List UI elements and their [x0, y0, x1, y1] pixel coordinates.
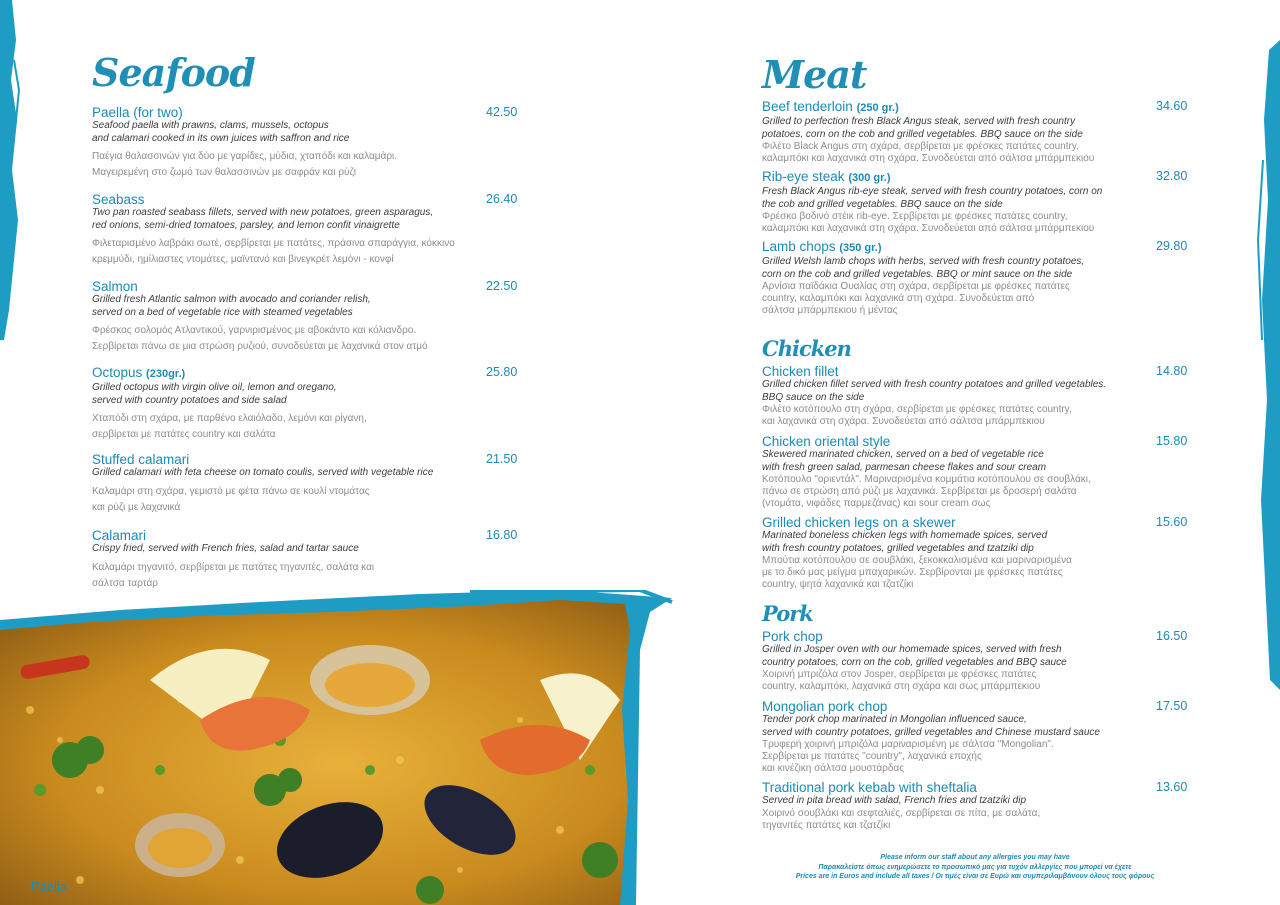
menu-item-name — [762, 99, 1192, 116]
menu-item — [92, 192, 532, 268]
menu-item-title: Octopus — [92, 365, 143, 380]
menu-item-portion-size: (350 gr.) — [839, 242, 882, 254]
menu-item-price: 34.60 — [1156, 99, 1188, 113]
menu-item — [762, 364, 1192, 428]
menu-item-name — [762, 169, 1192, 186]
paella-photo — [0, 590, 680, 905]
menu-item-description-english: Two pan roasted seabass fillets, served with new potatoes, green asparagus, red onions, semi-dried tomatoes, parsley, and lemon confit vinaigrette — [92, 207, 434, 231]
menu-item-description-english: Grilled chicken fillet served with fresh country potatoes and grilled vegetables. BBQ sauce on the side — [762, 379, 1107, 403]
menu-item-price: 29.80 — [1156, 239, 1188, 253]
menu-item-title: Rib-eye steak — [762, 169, 845, 184]
menu-item-description-greek: Φιλεταρισμένο λαβράκι σωτέ, σερβίρεται με πατάτες, πράσινα σπαράγγια, κόκκινο κρεμμύδι, ημίλιαστες ντομάτες, μαϊντανό και βινεγκρέτ λεμόνι - κονφί — [92, 238, 455, 265]
menu-item-name — [762, 780, 1192, 795]
menu-item-name — [92, 279, 532, 294]
menu-item-name — [92, 528, 532, 543]
menu-item-description-greek: Χταπόδι στη σχάρα, με παρθένο ελαιόλαδο, λεμόνι και ρίγανη, σερβίρεται με πατάτες country και σαλάτα — [92, 413, 367, 440]
menu-item-title: Pork chop — [762, 629, 823, 644]
menu-item-description-english: Grilled fresh Atlantic salmon with avocado and coriander relish, served on a bed of vegetable rice with steamed vegetables — [92, 294, 371, 318]
menu-item — [762, 169, 1192, 235]
menu-item — [762, 515, 1192, 591]
menu-item-description-english: Grilled octopus with virgin olive oil, lemon and oregano, served with country potatoes and side salad — [92, 382, 337, 406]
menu-item-description-english: Fresh Black Angus rib-eye steak, served with fresh country potatoes, corn on the cob and grilled vegetables. BBQ sauce on the side — [762, 186, 1103, 210]
menu-item-description-greek: Φρέσκο βοδινό στέικ rib-eye. Σερβίρεται με φρέσκες πατάτες country, καλαμπόκι και λαχανικά στη σχάρα. Συνοδεύεται από σάλτσα μπάρμπεκιου — [762, 211, 1095, 234]
left-edge-brush-stroke — [0, 0, 22, 340]
seafood-heading: Seafood — [92, 50, 255, 95]
menu-item-title: Paella (for two) — [92, 105, 183, 120]
menu-item-description-english: Grilled Welsh lamb chops with herbs, served with fresh country potatoes, corn on the cob and grilled vegetables. BBQ or mint sauce on the side — [762, 256, 1085, 280]
menu-item-description-greek: Χοιρινό σουβλάκι και σεφταλιές, σερβίρεται σε πίτα, με σαλάτα, τηγανιτές πατάτες και τζατζίκι — [762, 807, 1041, 831]
menu-item — [92, 279, 532, 355]
menu-item-description-greek: Καλαμάρι τηγανιτό, σερβίρεται με πατάτες τηγανιτές, σαλάτα και σάλτσα ταρτάρ — [92, 561, 375, 589]
menu-item-price: 16.80 — [486, 528, 518, 542]
menu-item-description-english: Skewered marinated chicken, served on a bed of vegetable rice with fresh green salad, parmesan cheese flakes and sour cream — [762, 449, 1047, 473]
menu-item-description-greek: Παέγια θαλασσινών για δύο με γαρίδες, μύδια, χταπόδι και καλαμάρι. Μαγειρεμένη στο ζωμό των θαλασσινών με σαφράν και ρύζι — [92, 151, 398, 178]
menu-item-description-english: Grilled calamari with feta cheese on tomato coulis, served with vegetable rice — [92, 467, 434, 478]
menu-item-price: 17.50 — [1156, 699, 1188, 713]
menu-item — [762, 99, 1192, 165]
menu-item-description-greek: Φρέσκος σολομός Ατλαντικού, γαρνιρισμένος με αβοκάντο και κόλιανδρο. Σερβίρεται πάνω σε μια στρώση ρυζιού, συνοδεύεται με λαχανικά στον ατμό — [92, 325, 428, 352]
menu-item-title: Mongolian pork chop — [762, 699, 888, 714]
menu-item — [92, 452, 532, 516]
menu-item-description-english: Served in pita bread with salad, French fries and tzatziki dip — [762, 795, 1027, 806]
menu-item-description-greek: Τρυφερή χοιρινή μπριζόλα μαριναρισμένη με σάλτσα "Mongolian". Σερβίρεται με πατάτες "country", λαχανικά εποχής και κινέζικη σάλτσα μουστάρδας — [762, 739, 1054, 774]
menu-item-title: Grilled chicken legs on a skewer — [762, 515, 956, 530]
meat-heading: Meat — [762, 52, 867, 97]
menu-item-portion-size: (300 gr.) — [848, 172, 891, 184]
menu-item-name — [762, 699, 1192, 714]
menu-item — [762, 434, 1192, 510]
menu-item-description-english: Marinated boneless chicken legs with homemade spices, served with fresh country potatoes, grilled vegetables and tzatziki dip — [762, 530, 1048, 554]
menu-item-price: 26.40 — [486, 192, 518, 206]
menu-item-title: Chicken oriental style — [762, 434, 891, 449]
menu-item-title: Salmon — [92, 279, 138, 294]
menu-item — [92, 365, 532, 443]
menu-item-portion-size: (250 gr.) — [856, 102, 899, 114]
allergy-note-greek: Παρακαλείστε όπως ενημερώσετε το προσωπικό μας για τυχόν αλλεργίες που μπορεί να έχετε — [818, 863, 1132, 871]
menu-item-price: 15.60 — [1156, 515, 1188, 529]
right-edge-brush-stroke — [1255, 40, 1280, 690]
pork-heading: Pork — [762, 601, 813, 626]
menu-item-portion-size: (230gr.) — [146, 368, 186, 380]
menu-item-description-greek: Μπούτια κοτόπουλου σε σουβλάκι, ξεκοκκαλισμένα και μαριναρισμένα με το δικό μας μείγμα μπαχαρικών. Σερβίρονται με φρέσκες πατάτες country, ψητά λαχανικά και τζατζίκι — [762, 555, 1072, 590]
price-note: Prices are in Euros and include all taxes / Οι τιμές είναι σε Ευρώ και συμπεριλαμβάνουν όλους τους φόρους — [795, 873, 1155, 880]
menu-item-price: 32.80 — [1156, 169, 1188, 183]
menu-item-price: 16.50 — [1156, 629, 1188, 643]
menu-item-name — [762, 515, 1192, 530]
menu-item-description-greek: Αρνίσια παϊδάκια Ουαλίας στη σχάρα, σερβίρεται με φρέσκες πατάτες country, καλαμπόκι και λαχανικά στη σχάρα. Συνοδεύεται από σάλτσα μπάρμπεκιου ή μέντας — [762, 281, 1070, 316]
menu-item — [762, 780, 1192, 832]
menu-item-price: 42.50 — [486, 105, 518, 119]
menu-item-description-english: Crispy fried, served with French fries, salad and tartar sauce — [92, 543, 359, 554]
menu-item-title: Beef tenderloin — [762, 99, 853, 114]
menu-item — [762, 699, 1192, 775]
menu-item-name — [762, 629, 1192, 644]
menu-item — [762, 629, 1192, 693]
menu-item-price: 25.80 — [486, 365, 518, 379]
menu-item-title: Calamari — [92, 528, 147, 543]
menu-item-name — [92, 365, 532, 382]
menu-item-price: 21.50 — [486, 452, 518, 466]
menu-item-price: 22.50 — [486, 279, 518, 293]
menu-item-price: 14.80 — [1156, 364, 1188, 378]
menu-item-title: Traditional pork kebab with sheftalia — [762, 780, 977, 795]
menu-item — [92, 105, 532, 181]
menu-item-description-english: Grilled to perfection fresh Black Angus steak, served with fresh country potatoes, corn on the cob and grilled vegetables. BBQ sauce on the side — [762, 116, 1083, 140]
menu-item-name — [762, 239, 1192, 256]
menu-item-name — [762, 434, 1192, 449]
menu-item-name — [92, 192, 532, 207]
menu-item-name — [92, 105, 532, 120]
chicken-heading: Chicken — [762, 336, 851, 361]
menu-item-description-greek: Καλαμάρι στη σχάρα, γεμιστό με φέτα πάνω σε κουλί ντομάτας και ρύζι με λαχανικά — [92, 485, 370, 513]
menu-item-description-greek: Κοτόπουλο "οριεντάλ". Μαριναρισμένα κομμάτια κοτόπουλου σε σουβλάκι, πάνω σε στρώση από ρύζι με λαχανικά. Σερβίρεται με δροσερή σαλάτα (ντομάτα, νιφάδες παρμεζάνας) και sour cream σως — [762, 474, 1091, 509]
menu-item-description-english: Grilled in Josper oven with our homemade spices, served with fresh country potatoes, corn on the cob, grilled vegetables and BBQ sauce — [762, 644, 1067, 668]
menu-item-title: Stuffed calamari — [92, 452, 190, 467]
menu-item — [762, 239, 1192, 317]
menu-item-price: 13.60 — [1156, 780, 1188, 794]
menu-item — [92, 528, 532, 592]
menu-item-name — [762, 364, 1192, 379]
menu-item-title: Lamb chops — [762, 239, 836, 254]
menu-item-name — [92, 452, 532, 467]
menu-item-description-english: Seafood paella with prawns, clams, mussels, octopus and calamari cooked in its own juices with saffron and rice — [92, 120, 350, 144]
menu-item-title: Chicken fillet — [762, 364, 839, 379]
menu-item-title: Seabass — [92, 192, 145, 207]
photo-caption: Paella — [31, 879, 68, 894]
menu-item-description-greek: Φιλέτο Black Angus στη σχάρα, σερβίρεται με φρέσκες πατάτες country, καλαμπόκι και λαχανικά στη σχάρα. Συνοδεύεται από σάλτσα μπάρμπεκιου — [762, 141, 1095, 164]
allergy-note-english: Please inform our staff about any allergies you may have — [880, 854, 1070, 861]
menu-item-description-english: Tender pork chop marinated in Mongolian influenced sauce, served with country potatoes, grilled vegetables and Chinese mustard sauce — [762, 714, 1100, 738]
menu-item-description-greek: Χοιρινή μπριζόλα στον Josper, σερβίρεται με φρέσκες πατάτες country, καλαμπόκι, λαχανικά στη σχάρα και σως μπάρμπεκιου — [762, 669, 1041, 692]
allergy-and-price-notes — [762, 853, 1188, 882]
menu-item-description-greek: Φιλέτο κοτόπουλο στη σχάρα, σερβίρεται με φρέσκες πατάτες country, και λαχανικά στη σχάρα. Συνοδεύεται από σάλτσα μπάρμπεκιου — [762, 404, 1072, 427]
menu-item-price: 15.80 — [1156, 434, 1188, 448]
